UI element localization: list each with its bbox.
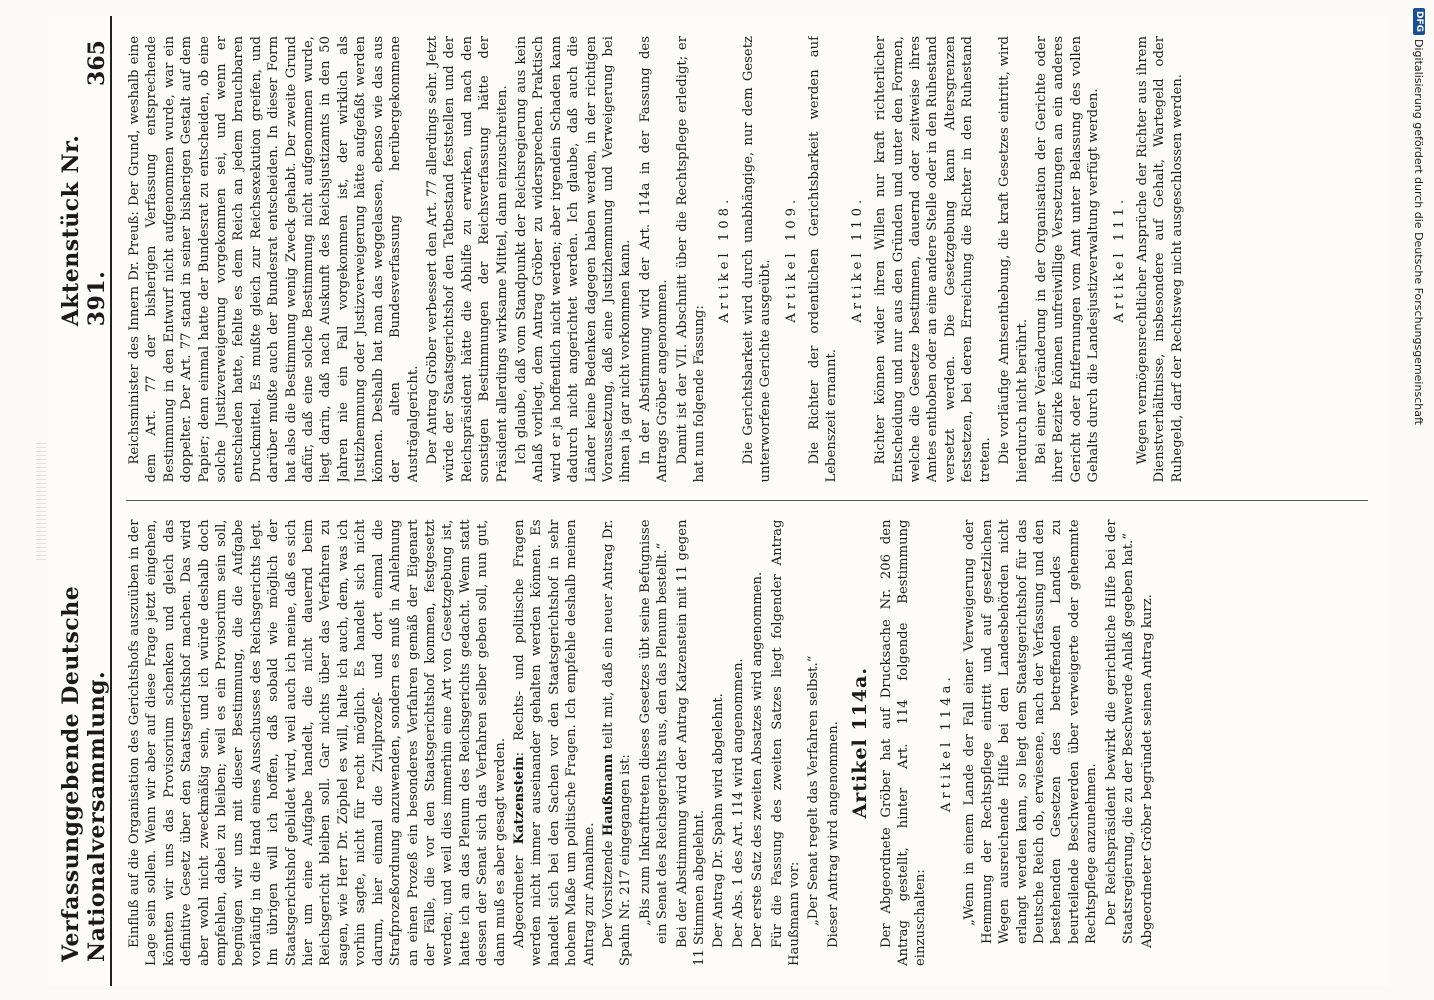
paragraph: Einfluß auf die Organisation des Gerichtshofs auszuüben in der Lage sein sollen. Wenn wir aber auf diese Frage jetzt eingehen, könnten wir uns das Provisorium schenken und gleich das definitive Gesetz über den Staatsgerichtshof machen. Das wird aber wohl nicht zweckmäßig sein, und ich würde deshalb doch empfehlen, dabei zu bleiben; weil es ein Provisorium sein soll, begnügen wir uns mit dieser Bestimmung, die die Aufgabe vorläufig in die Hand eines Ausschusses des Reichsgerichts legt. Im übrigen will ich hoffen, daß sobald wie möglich der Staatsgerichtshof gebildet wird, weil auch ich meine, daß es sich hier um eine Aufgabe handelt, die nicht dauernd beim Reichsgericht bleiben soll. Gar nichts über das Verfahren zu sagen, wie Herr Dr. Zöphel es will, halte ich auch, dem, was ich vorhin sagte, nicht für recht möglich. Es handelt sich nicht darum, hier einmal die Zivilprozeß- und dort einmal die Strafprozeßordnung anzuwenden, sondern es muß in Anlehnung an einen Prozeß ein besonderes Verfahren gemäß der Eigenart der Fälle, die vor den Staatsgerichtshof kommen, festgesetzt werden; und weil dies immerhin eine Art von Gesetzgebung ist, hatte ich an das Plenum des Reichsgerichts gedacht. Wenn statt dessen der Senat sich das Verfahren selber geben soll, nun gut, dann muß es aber gesagt werden. bbox=[127, 519, 508, 966]
credit-label: Digitalisierung gefördert durch die Deutsche Forschungsgemeinschaft bbox=[1412, 39, 1426, 425]
text-columns bbox=[126, 36, 1368, 966]
paragraph: Damit ist der VII. Abschnitt über die Rechtspflege erledigt; er hat nun folgende Fassung: bbox=[674, 36, 707, 483]
text-run: Der Vorsitzende bbox=[600, 836, 616, 948]
paragraph: Der Antrag Gröber verbessert den Art. 77 allerdings sehr. Jetzt würde der Staatsgerichtshof den Tatbestand feststellen und der Reichspräsident hätte die Abhilfe zu erwirken, und nach den sonstigen Bestimmungen der Reichsverfassung hätte der Präsident allerdings wirksame Mittel, dann einzuschreiten. bbox=[424, 36, 510, 483]
paragraph: Bei der Abstimmung wird der Antrag Katzenstein mit 11 gegen 11 Stimmen abgelehnt. bbox=[674, 519, 707, 966]
paragraph: Der Abgeordnete Gröber hat auf Drucksache Nr. 206 den Antrag gestellt, hinter Art. 114 folgende Bestimmung einzuschalten: bbox=[878, 519, 929, 966]
paragraph bbox=[600, 520, 635, 967]
text-run: Abgeordneter bbox=[511, 844, 527, 948]
header-left-title: Verfassunggebende Deutsche Nationalversammlung. bbox=[58, 585, 110, 962]
article-text: Bei einer Veränderung in der Organisation der Gerichte oder ihrer Bezirke können unfreiwillige Versetzungen an ein anderes Gericht oder Entfernungen vom Amt unter Belassung des vollen Gehalts durch die Landesjustizverwaltung verfügt werden. bbox=[1033, 36, 1102, 483]
paragraph: Der erste Satz des zweiten Absatzes wird angenommen. bbox=[750, 571, 766, 948]
article-text: Die vorläufige Amtsenthebung, die kraft Gesetzes eintritt, wird hierdurch nicht berührt. bbox=[997, 36, 1030, 483]
left-column bbox=[126, 520, 1368, 967]
paragraph: Ich glaube, daß vom Standpunkt der Reichsregierung aus kein Anlaß vorliegt, dem Antrag Gröber zu widersprechen. Praktisch wird er ja hoffentlich nicht werden; aber irgendein Schaden kann dadurch nicht angerichtet werden. Ich glaube, daß auch die Länder keine Bedenken dagegen haben werden, in der richtigen Voraussetzung, daß eine Justizhemmung und Verweigerung bei ihnen ja gar nicht vorkommen kann. bbox=[513, 36, 634, 483]
header-document-number: Aktenstück Nr. 391. bbox=[58, 134, 110, 327]
paragraph: Reichsminister des Innern Dr. Preuß: Der Grund, weshalb eine dem Art. 77 der bisherigen Verfassung entsprechende Bestimmung in den Entwurf nicht aufgenommen wurde, war ein doppelter. Der Art. 77 stand in seiner bisherigen Gestalt auf dem Papier; denn einmal hatte der Bundesrat zu entscheiden, ob eine solche Justizverweigerung vorgekommen sei, und wenn er entschieden hatte, fehlte es dem Reich an jedem brauchbaren Druckmittel. Es mußte gleich zur Reichsexekution greifen, und darüber mußte auch der Bundesrat entscheiden. In dieser Form hat also die Bestimmung wenig Zweck gehabt. Der zweite Grund dafür, daß eine solche Bestimmung nicht aufgenommen wurde, liegt darin, daß nach Auskunft des Reichsjustizamts in den 50 Jahren nie ein Fall vorgekommen ist, der wirklich als Justizhemmung oder Justizverweigerung hätte aufgefaßt werden können. Deshalb hat man das weggelassen, ebenso wie das aus der alten Bundesverfassung herübergekommene Austrägalgericht. bbox=[127, 36, 421, 483]
right-column bbox=[126, 36, 1368, 483]
quoted-motion: „Der Senat regelt das Verfahren selbst.“ bbox=[806, 655, 822, 926]
article-text: Richter können wider ihren Willen nur kraft richterlicher Entscheidung und nur aus den Gründen und unter den Formen, welche die Gesetze bestimmen, dauernd oder zeitweise ihres Amtes enthoben oder an eine andere Stelle oder in den Ruhestand versetzt werden. Die Gesetzgebung kann Altersgrenzen festsetzen, bei deren Erreichung die Richter in den Ruhestand treten. bbox=[873, 36, 993, 483]
article-label: Artikel 114a. bbox=[938, 673, 954, 813]
article-text: Die Gerichtsbarkeit wird durch unabhängige, nur dem Gesetz unterworfene Gerichte ausgeübt. bbox=[740, 36, 774, 483]
page-number: 365 bbox=[84, 40, 110, 86]
section-heading: Artikel 114a. bbox=[849, 667, 872, 819]
page-header bbox=[58, 16, 112, 986]
digitization-credit-text bbox=[1408, 8, 1430, 768]
article-text: Wegen vermögensrechtlicher Ansprüche der Richter aus ihrem Dienstverhältnisse, insbesondere auf Gehalt, Wartegeld oder Ruhegeld, darf der Rechtsweg nicht ausgeschlossen werden. bbox=[1134, 36, 1185, 483]
quoted-motion: „Bis zum Inkrafttreten dieses Gesetzes übt seine Befugnisse ein Senat des Reichsgerichts aus, den das Plenum bestellt.“ bbox=[637, 519, 671, 944]
quoted-article-text: „Wenn in einem Lande der Fall einer Verweigerung oder Hemmung der Rechtspflege eintritt und auf gesetzlichen Wegen ausreichende Hilfe bei den Landesbehörden nicht erlangt werden kann, so liegt dem Staatsgerichtshof für das Deutsche Reich ob, erwiesene, nach der Verfassung und den bestehenden Gesetzen des betreffenden Landes zu beurteilende Beschwerden über verweigerte oder gehemmte Rechtspflege anzunehmen. bbox=[962, 519, 1100, 944]
column-divider bbox=[126, 501, 1368, 502]
speaker-name: Haußmann bbox=[600, 753, 616, 837]
paragraph: Abgeordneter Gröber begründet seinen Antrag kurz. bbox=[1140, 594, 1156, 948]
paragraph: Dieser Antrag wird angenommen. bbox=[825, 721, 841, 948]
rotated-page-content bbox=[48, 16, 1388, 986]
article-text: Die Richter der ordentlichen Gerichtsbarkeit werden auf Lebenszeit ernannt. bbox=[807, 36, 840, 483]
paragraph: Der Antrag Dr. Spahn wird abgelehnt. bbox=[711, 693, 727, 948]
article-label: Artikel 110. bbox=[849, 195, 865, 323]
speaker-name: Katzenstein bbox=[511, 756, 527, 845]
paragraph: Für die Fassung des zweiten Satzes liegt folgender Antrag Haußmann vor: bbox=[769, 519, 803, 966]
article-label: Artikel 111. bbox=[1111, 195, 1127, 323]
text-run: : Rechts- und politische Fragen werden nicht immer auseinander gehalten werden können. Es handelt sich bei den Sachen vor den Staatsgerichtshof in sehr hohem Maße um politische Fragen. Ich empfehle deshalb meinen Antrag zur Annahme. bbox=[511, 519, 597, 966]
digitization-credit bbox=[1408, 8, 1430, 768]
paragraph: Der Abs. 1 des Art. 114 wird angenommen. bbox=[730, 658, 746, 948]
dfg-logo: DFG bbox=[1413, 8, 1425, 35]
scan-edge-noise bbox=[36, 440, 46, 560]
quoted-article-text: Der Reichspräsident bewirkt die gerichtliche Hilfe bei der Staatsregierung, die zu der Beschwerde Anlaß gegeben hat.“ bbox=[1103, 519, 1136, 944]
article-label: Artikel 109. bbox=[783, 195, 799, 323]
document-page bbox=[48, 16, 1388, 986]
article-label: Artikel 108. bbox=[717, 195, 733, 323]
paragraph bbox=[511, 520, 598, 967]
text-run: teilt mit, daß ein neuer Antrag Dr. Spahn Nr. 217 eingegangen ist: bbox=[600, 519, 634, 966]
paragraph: In der Abstimmung wird der Art. 114a in der Fassung des Antrags Gröber angenommen. bbox=[637, 36, 671, 483]
